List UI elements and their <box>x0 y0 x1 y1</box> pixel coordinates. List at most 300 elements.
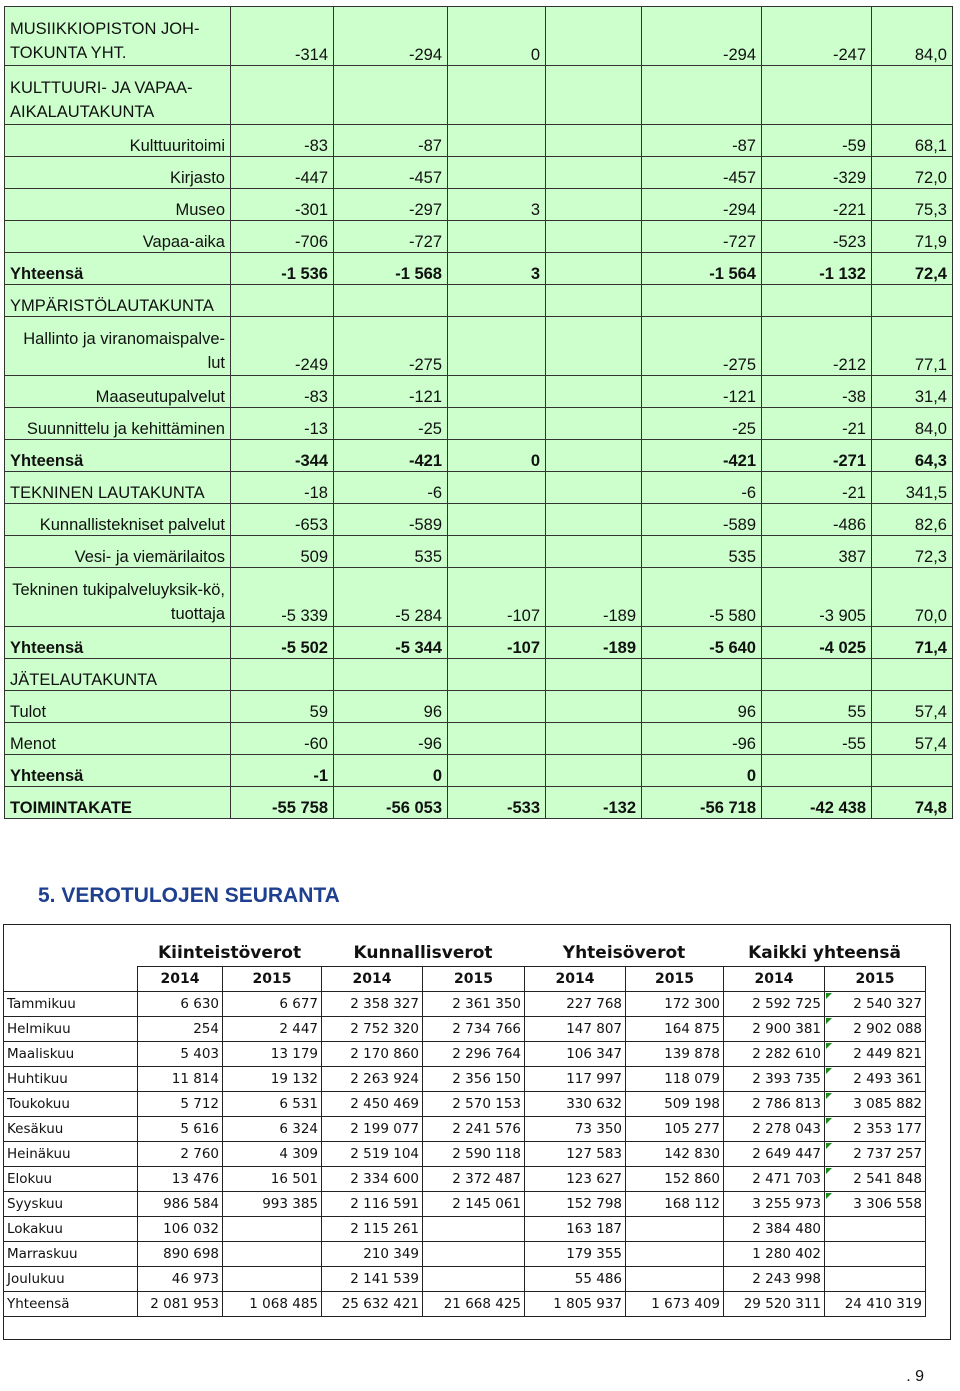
tax-row <box>4 1142 926 1167</box>
tax-cell: 890 698 <box>138 1242 223 1267</box>
tax-cell: 5 616 <box>138 1117 223 1142</box>
tax-cell: 330 632 <box>525 1092 626 1117</box>
budget-row-label: Maaseutupalvelut <box>5 376 231 408</box>
tax-cell: 2 900 381 <box>724 1017 825 1042</box>
budget-cell <box>546 536 642 568</box>
budget-cell: -5 580 <box>642 568 762 627</box>
budget-cell: -6 <box>642 472 762 504</box>
tax-year-header-row <box>4 967 926 992</box>
budget-cell: 387 <box>762 536 872 568</box>
budget-row-label: Menot <box>5 723 231 755</box>
tax-cell: 3 306 558 <box>825 1192 926 1217</box>
tax-cell: 1 805 937 <box>525 1292 626 1317</box>
tax-year-header: 2015 <box>423 967 525 992</box>
tax-month-label: Helmikuu <box>4 1017 138 1042</box>
budget-cell <box>642 285 762 317</box>
budget-cell: -55 758 <box>231 787 334 819</box>
tax-cell: 986 584 <box>138 1192 223 1217</box>
tax-cell: 4 309 <box>223 1142 322 1167</box>
budget-cell: -523 <box>762 221 872 253</box>
tax-cell: 73 350 <box>525 1117 626 1142</box>
tax-row <box>4 1067 926 1092</box>
tax-cell: 152 860 <box>626 1167 724 1192</box>
budget-cell: -1 568 <box>334 253 448 285</box>
tax-cell: 2 115 261 <box>322 1217 423 1242</box>
tax-cell: 6 677 <box>223 992 322 1017</box>
budget-cell: -271 <box>762 440 872 472</box>
tax-cell: 2 081 953 <box>138 1292 223 1317</box>
tax-month-label: Elokuu <box>4 1167 138 1192</box>
tax-table <box>3 940 926 1317</box>
budget-cell: -1 564 <box>642 253 762 285</box>
tax-year-header: 2014 <box>525 967 626 992</box>
budget-cell <box>546 723 642 755</box>
tax-cell: 105 277 <box>626 1117 724 1142</box>
budget-cell: -5 344 <box>334 627 448 659</box>
tax-cell: 2 353 177 <box>825 1117 926 1142</box>
budget-cell <box>448 66 546 125</box>
budget-cell <box>546 285 642 317</box>
tax-cell: 2 296 764 <box>423 1042 525 1067</box>
tax-cell <box>626 1217 724 1242</box>
tax-cell: 2 145 061 <box>423 1192 525 1217</box>
budget-cell: -457 <box>642 157 762 189</box>
tax-cell: 29 520 311 <box>724 1292 825 1317</box>
budget-cell: -275 <box>334 317 448 376</box>
budget-cell: -533 <box>448 787 546 819</box>
budget-cell: -96 <box>642 723 762 755</box>
tax-cell: 55 486 <box>525 1267 626 1292</box>
budget-cell <box>546 7 642 66</box>
budget-cell: -25 <box>642 408 762 440</box>
budget-cell <box>546 440 642 472</box>
tax-month-label: Lokakuu <box>4 1217 138 1242</box>
tax-cell: 16 501 <box>223 1167 322 1192</box>
tax-cell: 142 830 <box>626 1142 724 1167</box>
tax-cell: 46 973 <box>138 1267 223 1292</box>
tax-cell: 2 540 327 <box>825 992 926 1017</box>
budget-cell: 72,3 <box>872 536 953 568</box>
tax-cell: 13 179 <box>223 1042 322 1067</box>
tax-month-label: Heinäkuu <box>4 1142 138 1167</box>
budget-row <box>5 317 953 376</box>
budget-cell: 84,0 <box>872 7 953 66</box>
budget-cell: -189 <box>546 627 642 659</box>
budget-cell: -212 <box>762 317 872 376</box>
budget-cell <box>448 504 546 536</box>
budget-cell: -221 <box>762 189 872 221</box>
tax-month-label: Tammikuu <box>4 992 138 1017</box>
tax-cell: 6 630 <box>138 992 223 1017</box>
tax-cell: 2 356 150 <box>423 1067 525 1092</box>
budget-cell <box>448 691 546 723</box>
budget-row <box>5 157 953 189</box>
budget-cell <box>231 285 334 317</box>
budget-cell: -314 <box>231 7 334 66</box>
tax-cell: 21 668 425 <box>423 1292 525 1317</box>
tax-cell <box>825 1242 926 1267</box>
budget-cell <box>546 66 642 125</box>
tax-month-label: Yhteensä <box>4 1292 138 1317</box>
tax-year-corner <box>4 967 138 992</box>
tax-cell: 2 649 447 <box>724 1142 825 1167</box>
budget-row-label: Vapaa-aika <box>5 221 231 253</box>
budget-cell: -447 <box>231 157 334 189</box>
budget-cell: -13 <box>231 408 334 440</box>
budget-cell: -294 <box>642 189 762 221</box>
budget-cell: -107 <box>448 627 546 659</box>
budget-row-label: Yhteensä <box>5 627 231 659</box>
tax-cell: 509 198 <box>626 1092 724 1117</box>
tax-cell: 24 410 319 <box>825 1292 926 1317</box>
tax-cell: 117 997 <box>525 1067 626 1092</box>
tax-cell <box>223 1242 322 1267</box>
budget-cell: -275 <box>642 317 762 376</box>
tax-row <box>4 1267 926 1292</box>
budget-cell <box>546 376 642 408</box>
budget-cell <box>546 408 642 440</box>
tax-cell: 2 393 735 <box>724 1067 825 1092</box>
budget-row <box>5 125 953 157</box>
tax-cell: 118 079 <box>626 1067 724 1092</box>
tax-cell: 254 <box>138 1017 223 1042</box>
tax-row <box>4 1217 926 1242</box>
budget-cell: -5 339 <box>231 568 334 627</box>
budget-cell <box>334 659 448 691</box>
budget-cell: -294 <box>642 7 762 66</box>
tax-year-header: 2014 <box>138 967 223 992</box>
budget-cell: 57,4 <box>872 691 953 723</box>
section-heading: 5. VEROTULOJEN SEURANTA <box>38 884 340 907</box>
budget-cell <box>448 125 546 157</box>
budget-row <box>5 659 953 691</box>
tax-cell: 2 282 610 <box>724 1042 825 1067</box>
tax-cell: 2 334 600 <box>322 1167 423 1192</box>
tax-cell: 2 116 591 <box>322 1192 423 1217</box>
budget-row <box>5 221 953 253</box>
tax-cell: 5 712 <box>138 1092 223 1117</box>
tax-cell: 172 300 <box>626 992 724 1017</box>
budget-row-label: Tekninen tukipalveluyksik-kö, tuottaja <box>5 568 231 627</box>
tax-year-header: 2015 <box>223 967 322 992</box>
tax-year-header: 2014 <box>322 967 423 992</box>
tax-cell: 2 752 320 <box>322 1017 423 1042</box>
tax-cell: 2 241 576 <box>423 1117 525 1142</box>
tax-cell: 5 403 <box>138 1042 223 1067</box>
budget-cell <box>642 659 762 691</box>
tax-cell <box>626 1267 724 1292</box>
tax-cell: 2 786 813 <box>724 1092 825 1117</box>
budget-row-label: Museo <box>5 189 231 221</box>
budget-row-label: Kunnallistekniset palvelut <box>5 504 231 536</box>
tax-row <box>4 1292 926 1317</box>
tax-group-header: Kiinteistöverot <box>138 940 322 967</box>
tax-cell: 2 199 077 <box>322 1117 423 1142</box>
tax-cell: 2 447 <box>223 1017 322 1042</box>
budget-cell <box>448 472 546 504</box>
budget-cell: -3 905 <box>762 568 872 627</box>
tax-cell: 210 349 <box>322 1242 423 1267</box>
budget-cell <box>762 285 872 317</box>
tax-cell <box>223 1217 322 1242</box>
budget-row-label: TOIMINTAKATE <box>5 787 231 819</box>
tax-month-label: Toukokuu <box>4 1092 138 1117</box>
tax-cell <box>423 1242 525 1267</box>
page-number: . 9 <box>906 1368 924 1385</box>
budget-cell <box>546 691 642 723</box>
tax-cell: 2 358 327 <box>322 992 423 1017</box>
tax-row <box>4 1192 926 1217</box>
budget-cell: -4 025 <box>762 627 872 659</box>
budget-cell <box>546 317 642 376</box>
budget-row <box>5 787 953 819</box>
budget-cell: 0 <box>642 755 762 787</box>
budget-cell: -132 <box>546 787 642 819</box>
tax-cell: 6 324 <box>223 1117 322 1142</box>
budget-row <box>5 691 953 723</box>
tax-cell: 13 476 <box>138 1167 223 1192</box>
tax-cell: 106 032 <box>138 1217 223 1242</box>
tax-row <box>4 992 926 1017</box>
budget-cell: 64,3 <box>872 440 953 472</box>
budget-row <box>5 285 953 317</box>
budget-row <box>5 66 953 125</box>
tax-month-label: Joulukuu <box>4 1267 138 1292</box>
tax-cell <box>423 1267 525 1292</box>
budget-cell <box>872 285 953 317</box>
budget-cell: -706 <box>231 221 334 253</box>
tax-cell: 2 450 469 <box>322 1092 423 1117</box>
tax-cell: 2 493 361 <box>825 1067 926 1092</box>
budget-cell: -21 <box>762 408 872 440</box>
tax-year-header: 2014 <box>724 967 825 992</box>
tax-row <box>4 1167 926 1192</box>
budget-row-label: KULTTUURI- JA VAPAA-AIKALAUTAKUNTA <box>5 66 231 125</box>
tax-year-header: 2015 <box>825 967 926 992</box>
budget-cell <box>546 504 642 536</box>
tax-cell: 2 519 104 <box>322 1142 423 1167</box>
tax-row <box>4 1017 926 1042</box>
budget-cell: -6 <box>334 472 448 504</box>
budget-cell <box>642 66 762 125</box>
budget-cell <box>334 285 448 317</box>
tax-month-label: Huhtikuu <box>4 1067 138 1092</box>
budget-cell: 77,1 <box>872 317 953 376</box>
budget-cell <box>872 755 953 787</box>
budget-cell: -18 <box>231 472 334 504</box>
budget-cell <box>334 66 448 125</box>
budget-row <box>5 568 953 627</box>
budget-cell: 0 <box>448 7 546 66</box>
budget-cell: 535 <box>642 536 762 568</box>
budget-row <box>5 7 953 66</box>
budget-cell <box>546 253 642 285</box>
budget-row <box>5 504 953 536</box>
budget-cell: -83 <box>231 376 334 408</box>
tax-cell: 6 531 <box>223 1092 322 1117</box>
budget-cell: 3 <box>448 253 546 285</box>
budget-row <box>5 472 953 504</box>
budget-cell <box>546 189 642 221</box>
budget-cell: -55 <box>762 723 872 755</box>
tax-cell: 2 243 998 <box>724 1267 825 1292</box>
budget-row <box>5 755 953 787</box>
budget-cell: 74,8 <box>872 787 953 819</box>
budget-cell: -727 <box>334 221 448 253</box>
budget-cell: 31,4 <box>872 376 953 408</box>
tax-group-header: Kunnallisverot <box>322 940 525 967</box>
tax-cell <box>825 1267 926 1292</box>
tax-cell <box>626 1242 724 1267</box>
tax-cell: 227 768 <box>525 992 626 1017</box>
budget-cell <box>546 157 642 189</box>
budget-cell <box>872 66 953 125</box>
budget-row-label: TEKNINEN LAUTAKUNTA <box>5 472 231 504</box>
budget-cell <box>231 66 334 125</box>
budget-row-label: Kirjasto <box>5 157 231 189</box>
tax-cell: 1 673 409 <box>626 1292 724 1317</box>
budget-cell <box>762 659 872 691</box>
budget-cell: -38 <box>762 376 872 408</box>
tax-cell: 139 878 <box>626 1042 724 1067</box>
budget-cell <box>448 157 546 189</box>
tax-row <box>4 1092 926 1117</box>
budget-cell <box>762 66 872 125</box>
budget-cell: -25 <box>334 408 448 440</box>
budget-cell: -60 <box>231 723 334 755</box>
tax-cell <box>825 1217 926 1242</box>
tax-cell <box>423 1217 525 1242</box>
tax-group-header-row <box>4 940 926 967</box>
budget-cell: -5 502 <box>231 627 334 659</box>
budget-cell: 0 <box>448 440 546 472</box>
budget-cell: -96 <box>334 723 448 755</box>
budget-row-label: Kulttuuritoimi <box>5 125 231 157</box>
budget-cell <box>448 317 546 376</box>
tax-cell: 2 737 257 <box>825 1142 926 1167</box>
budget-cell: -1 536 <box>231 253 334 285</box>
budget-cell: 59 <box>231 691 334 723</box>
tax-cell: 164 875 <box>626 1017 724 1042</box>
budget-row-label: Yhteensä <box>5 440 231 472</box>
tax-cell: 2 590 118 <box>423 1142 525 1167</box>
tax-month-label: Syyskuu <box>4 1192 138 1217</box>
budget-cell: 71,9 <box>872 221 953 253</box>
tax-cell <box>223 1267 322 1292</box>
budget-cell <box>546 755 642 787</box>
budget-cell: 84,0 <box>872 408 953 440</box>
tax-cell: 2 760 <box>138 1142 223 1167</box>
tax-cell: 993 385 <box>223 1192 322 1217</box>
tax-cell: 2 541 848 <box>825 1167 926 1192</box>
tax-row <box>4 1242 926 1267</box>
budget-row-label: Vesi- ja viemärilaitos <box>5 536 231 568</box>
budget-cell: -5 640 <box>642 627 762 659</box>
tax-month-label: Marraskuu <box>4 1242 138 1267</box>
tax-cell: 163 187 <box>525 1217 626 1242</box>
budget-row-label: Suunnittelu ja kehittäminen <box>5 408 231 440</box>
tax-cell: 3 085 882 <box>825 1092 926 1117</box>
budget-row-label: JÄTELAUTAKUNTA <box>5 659 231 691</box>
budget-cell <box>448 755 546 787</box>
tax-cell: 2 592 725 <box>724 992 825 1017</box>
budget-cell: -83 <box>231 125 334 157</box>
budget-cell: -421 <box>334 440 448 472</box>
tax-cell: 2 372 487 <box>423 1167 525 1192</box>
budget-row <box>5 408 953 440</box>
tax-cell: 2 278 043 <box>724 1117 825 1142</box>
budget-cell: 68,1 <box>872 125 953 157</box>
budget-cell: -87 <box>334 125 448 157</box>
tax-month-label: Kesäkuu <box>4 1117 138 1142</box>
budget-cell: -121 <box>642 376 762 408</box>
tax-cell: 179 355 <box>525 1242 626 1267</box>
tax-row <box>4 1117 926 1142</box>
budget-row <box>5 440 953 472</box>
budget-cell: 341,5 <box>872 472 953 504</box>
budget-row <box>5 376 953 408</box>
budget-cell: 57,4 <box>872 723 953 755</box>
budget-cell: -1 <box>231 755 334 787</box>
budget-cell: -56 718 <box>642 787 762 819</box>
budget-cell <box>546 125 642 157</box>
budget-cell: -87 <box>642 125 762 157</box>
budget-cell: 535 <box>334 536 448 568</box>
tax-cell: 3 255 973 <box>724 1192 825 1217</box>
budget-cell: 509 <box>231 536 334 568</box>
budget-cell: 55 <box>762 691 872 723</box>
tax-row <box>4 1042 926 1067</box>
budget-cell: -1 132 <box>762 253 872 285</box>
tax-cell: 2 570 153 <box>423 1092 525 1117</box>
tax-month-label: Maaliskuu <box>4 1042 138 1067</box>
budget-cell: -301 <box>231 189 334 221</box>
budget-cell: 75,3 <box>872 189 953 221</box>
tax-cell: 2 734 766 <box>423 1017 525 1042</box>
tax-cell: 106 347 <box>525 1042 626 1067</box>
tax-cell: 2 141 539 <box>322 1267 423 1292</box>
budget-cell: 96 <box>334 691 448 723</box>
tax-cell: 25 632 421 <box>322 1292 423 1317</box>
budget-cell <box>448 536 546 568</box>
budget-cell: -344 <box>231 440 334 472</box>
budget-cell <box>546 221 642 253</box>
budget-row-label: Hallinto ja viranomaispalve-lut <box>5 317 231 376</box>
budget-cell: -329 <box>762 157 872 189</box>
budget-cell: -294 <box>334 7 448 66</box>
budget-cell <box>231 659 334 691</box>
budget-row-label: Yhteensä <box>5 253 231 285</box>
tax-cell: 1 280 402 <box>724 1242 825 1267</box>
budget-cell: -421 <box>642 440 762 472</box>
budget-cell <box>448 408 546 440</box>
tax-cell: 127 583 <box>525 1142 626 1167</box>
budget-cell: -56 053 <box>334 787 448 819</box>
budget-cell: -107 <box>448 568 546 627</box>
budget-cell: 82,6 <box>872 504 953 536</box>
budget-cell: 71,4 <box>872 627 953 659</box>
budget-row-label: MUSIIKKIOPISTON JOH-TOKUNTA YHT. <box>5 7 231 66</box>
budget-cell: -297 <box>334 189 448 221</box>
budget-cell <box>546 472 642 504</box>
tax-cell: 2 263 924 <box>322 1067 423 1092</box>
budget-cell <box>872 659 953 691</box>
budget-cell: -457 <box>334 157 448 189</box>
budget-row <box>5 723 953 755</box>
budget-cell <box>448 285 546 317</box>
tax-cell: 123 627 <box>525 1167 626 1192</box>
budget-cell <box>448 723 546 755</box>
